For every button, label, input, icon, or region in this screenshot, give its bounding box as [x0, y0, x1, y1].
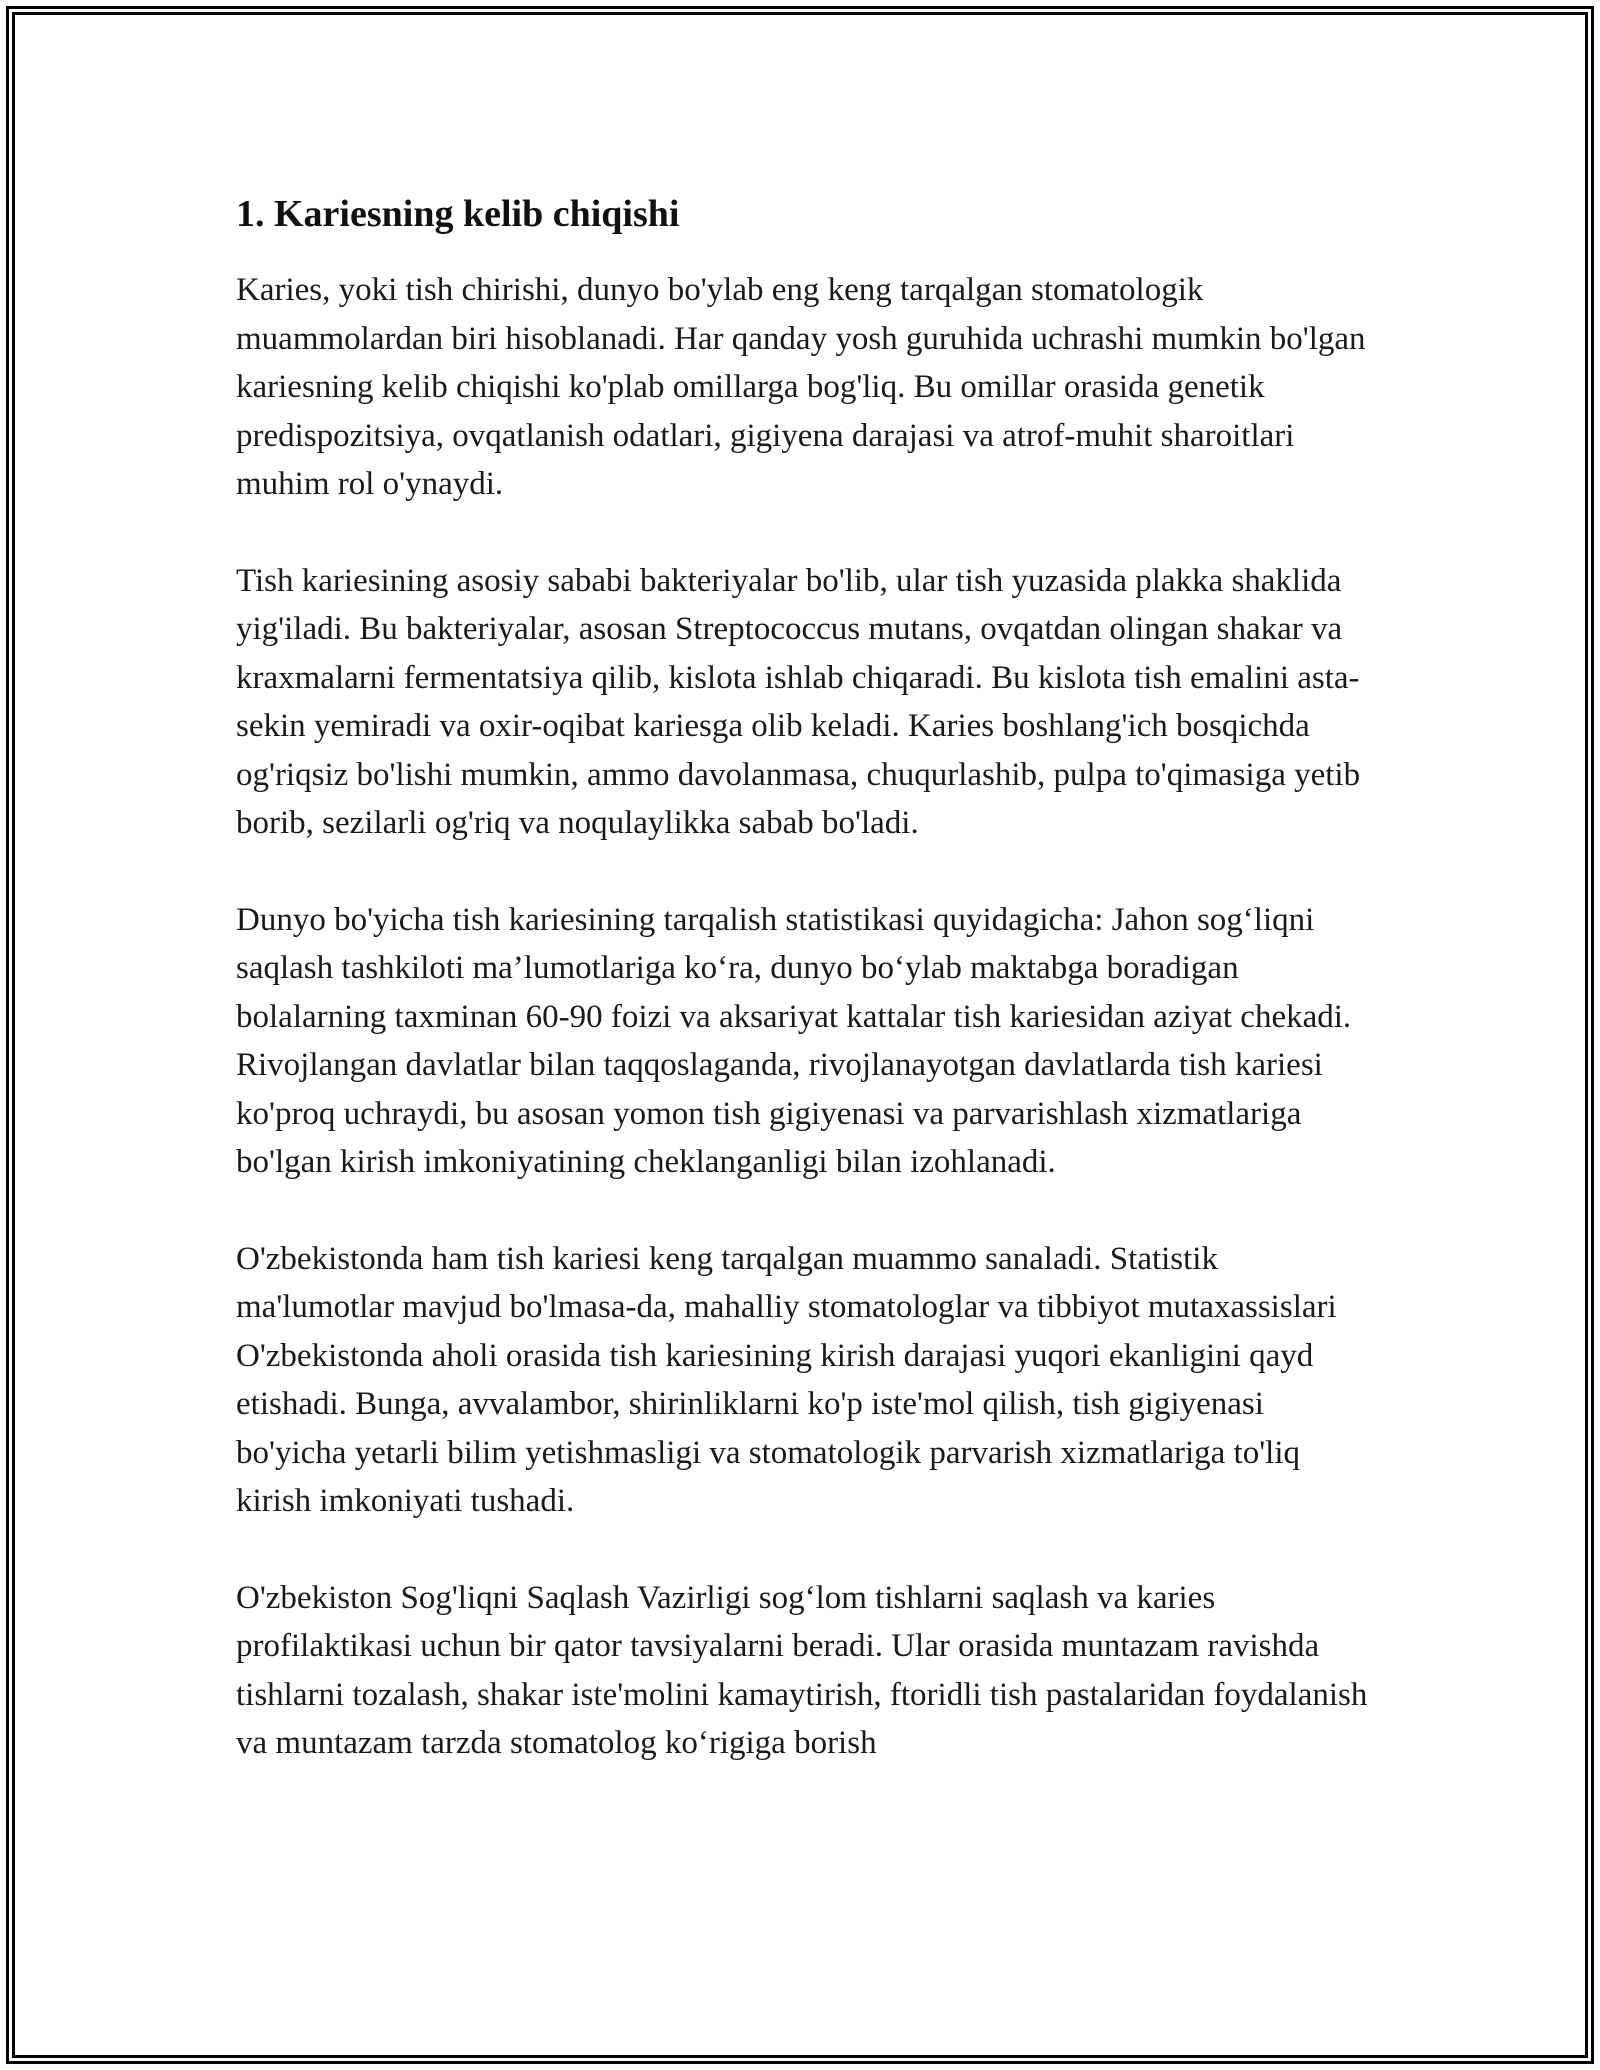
paragraph-1: Karies, yoki tish chirishi, dunyo bo'ylab eng keng tarqalgan stomatologik muammolardan biri hisoblanadi. Har qanday yosh guruhida uchrashi mumkin bo'lgan kariesning kelib chiqishi ko'plab omillarga bog'liq. Bu omillar orasida genetik predispozitsiya, ovqatlanish odatlari, gigiyena darajasi va atrof-muhit sharoitlari muhim rol o'ynaydi.: [236, 272, 1366, 502]
document-body: [236, 190, 1376, 1816]
paragraph-3: Dunyo bo'yicha tish kariesining tarqalish statistikasi quyidagicha: Jahon sog‘liqni saqlash tashkiloti ma’lumotlariga ko‘ra, dunyo bo‘ylab maktabga boradigan bolalarning taxminan 60-90 foizi va aksariyat kattalar tish kariesidan aziyat chekadi. Rivojlangan davlatlar bilan taqqoslaganda, rivojlanayotgan davlatlarda tish kariesi ko'proq uchraydi, bu asosan yomon tish gigiyenasi va parvarishlash xizmatlariga bo'lgan kirish imkoniyatining cheklanganligi bilan izohlanadi.: [236, 901, 1352, 1180]
section-heading: 1. Kariesning kelib chiqishi: [236, 193, 680, 235]
paragraph-5: O'zbekiston Sog'liqni Saqlash Vazirligi sog‘lom tishlarni saqlash va karies profilaktikasi uchun bir qator tavsiyalarni beradi. Ular orasida muntazam ravishda tishlarni tozalash, shakar iste'molini kamaytirish, ftoridli tish pastalaridan foydalanish va muntazam tarzda stomatolog ko‘rigiga borish: [236, 1579, 1368, 1761]
paragraph-4: O'zbekistonda ham tish kariesi keng tarqalgan muammo sanaladi. Statistik ma'lumotlar mavjud bo'lmasa-da, mahalliy stomatologlar va tibbiyot mutaxassislari O'zbekistonda aholi orasida tish kariesining kirish darajasi yuqori ekanligini qayd etishadi. Bunga, avvalambor, shirinliklarni ko'p iste'mol qilish, tish gigiyenasi bo'yicha yetarli bilim yetishmasligi va stomatologik parvarish xizmatlariga to'liq kirish imkoniyati tushadi.: [236, 1240, 1337, 1519]
paragraph-2: Tish kariesining asosiy sababi bakteriyalar bo'lib, ular tish yuzasida plakka shaklida yig'iladi. Bu bakteriyalar, asosan Streptococcus mutans, ovqatdan olingan shakar va kraxmalarni fermentatsiya qilib, kislota ishlab chiqaradi. Bu kislota tish emalini asta-sekin yemiradi va oxir-oqibat kariesga olib keladi. Karies boshlang'ich bosqichda og'riqsiz bo'lishi mumkin, ammo davolanmasa, chuqurlashib, pulpa to'qimasiga yetib borib, sezilarli og'riq va noqulaylikka sabab bo'ladi.: [236, 562, 1361, 841]
